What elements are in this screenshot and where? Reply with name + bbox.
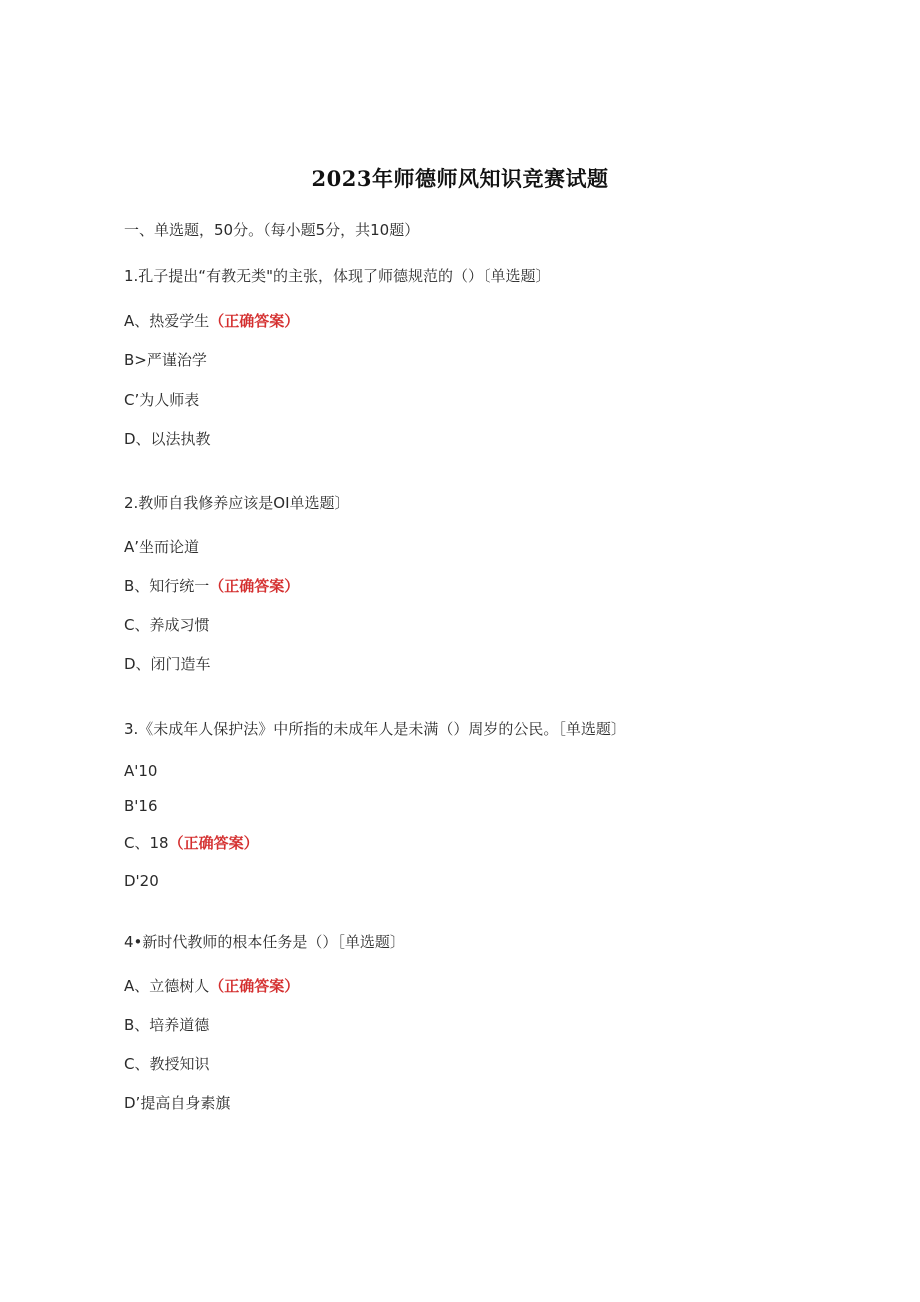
question-1-option-b: B>严谨治学: [124, 351, 207, 369]
document-title: 2023年师德师风知识竞赛试题: [311, 166, 609, 191]
correct-answer-mark: （正确答案）: [209, 312, 300, 330]
option-text: A、热爱学生: [124, 312, 210, 330]
question-1-option-c: C’为人师表: [124, 391, 200, 409]
option-text: B、知行统一: [124, 577, 210, 595]
question-4-option-c: C、教授知识: [124, 1055, 210, 1073]
correct-answer-mark: （正确答案）: [209, 977, 300, 995]
option-text: A、立德树人: [124, 977, 210, 995]
question-2-option-a: A’坐而论道: [124, 538, 200, 556]
question-3-option-d: D'20: [124, 872, 159, 890]
question-3-stem: 3.《未成年人保护法》中所指的未成年人是未满（）周岁的公民。［单选题〕: [124, 720, 626, 738]
section-header: 一、单选题，50分。（每小题5分，共10题）: [124, 221, 420, 239]
question-2-stem: 2.教师自我修养应该是OI单选题〕: [124, 494, 350, 512]
question-1-option-d: D、以法执教: [124, 430, 211, 448]
question-4-stem: 4•新时代教师的根本任务是（）［单选题〕: [124, 933, 405, 951]
question-4-option-d: D’提高自身素旗: [124, 1094, 231, 1112]
question-2-option-c: C、养成习惯: [124, 616, 210, 634]
question-4-option-a: [124, 976, 299, 996]
question-1-option-a: [124, 311, 299, 331]
question-4-option-b: B、培养道德: [124, 1016, 210, 1034]
question-1-stem: 1.孔子提出“有教无类"的主张，体现了师德规范的（）〔单选题〕: [124, 267, 551, 285]
correct-answer-mark: （正确答案）: [209, 577, 300, 595]
question-2-option-d: D、闭门造车: [124, 655, 211, 673]
option-text: C、18: [124, 834, 169, 852]
question-3-option-c: [124, 833, 259, 853]
question-3-option-a: A'10: [124, 762, 158, 780]
question-3-option-b: B'16: [124, 797, 158, 815]
question-2-option-b: [124, 576, 299, 596]
correct-answer-mark: （正确答案）: [168, 834, 259, 852]
